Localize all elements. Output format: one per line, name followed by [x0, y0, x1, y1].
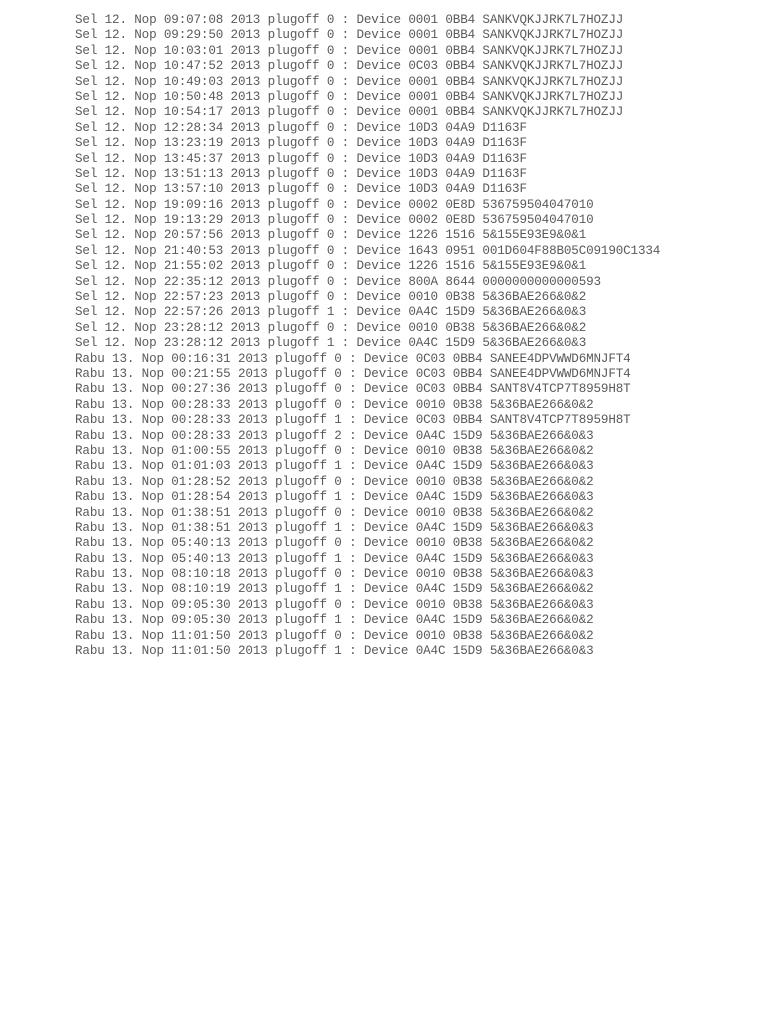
log-line: Sel 12. Nop 23:28:12 2013 plugoff 1 : Device 0A4C 15D9 5&36BAE266&0&3 — [75, 336, 587, 351]
log-line: Sel 12. Nop 21:55:02 2013 plugoff 0 : Device 1226 1516 5&155E93E9&0&1 — [75, 259, 587, 274]
log-line: Rabu 13. Nop 01:28:54 2013 plugoff 1 : Device 0A4C 15D9 5&36BAE266&0&3 — [75, 490, 594, 505]
log-line: Sel 12. Nop 13:57:10 2013 plugoff 0 : Device 10D3 04A9 D1163F — [75, 182, 527, 197]
log-line: Sel 12. Nop 09:29:50 2013 plugoff 0 : Device 0001 0BB4 SANKVQKJJRK7L7HOZJJ — [75, 28, 624, 43]
log-line: Rabu 13. Nop 11:01:50 2013 plugoff 1 : Device 0A4C 15D9 5&36BAE266&0&3 — [75, 644, 594, 659]
log-line: Rabu 13. Nop 08:10:19 2013 plugoff 1 : Device 0A4C 15D9 5&36BAE266&0&2 — [75, 582, 594, 597]
log-line: Rabu 13. Nop 00:28:33 2013 plugoff 1 : Device 0C03 0BB4 SANT8V4TCP7T8959H8T — [75, 413, 631, 428]
log-line: Sel 12. Nop 19:13:29 2013 plugoff 0 : Device 0002 0E8D 536759504047010 — [75, 213, 594, 228]
plugoff-log — [75, 13, 660, 659]
log-line: Sel 12. Nop 22:35:12 2013 plugoff 0 : Device 800A 8644 0000000000000593 — [75, 274, 601, 289]
log-line: Sel 12. Nop 13:45:37 2013 plugoff 0 : Device 10D3 04A9 D1163F — [75, 151, 527, 166]
log-line: Rabu 13. Nop 01:01:03 2013 plugoff 1 : Device 0A4C 15D9 5&36BAE266&0&3 — [75, 459, 594, 474]
log-line: Sel 12. Nop 10:54:17 2013 plugoff 0 : Device 0001 0BB4 SANKVQKJJRK7L7HOZJJ — [75, 105, 624, 120]
log-line: Rabu 13. Nop 05:40:13 2013 plugoff 0 : Device 0010 0B38 5&36BAE266&0&2 — [75, 536, 594, 551]
log-line: Sel 12. Nop 22:57:26 2013 plugoff 1 : Device 0A4C 15D9 5&36BAE266&0&3 — [75, 305, 587, 320]
log-line: Sel 12. Nop 13:23:19 2013 plugoff 0 : Device 10D3 04A9 D1163F — [75, 136, 527, 151]
log-line: Sel 12. Nop 10:47:52 2013 plugoff 0 : Device 0C03 0BB4 SANKVQKJJRK7L7HOZJJ — [75, 59, 624, 74]
log-line: Rabu 13. Nop 00:28:33 2013 plugoff 2 : Device 0A4C 15D9 5&36BAE266&0&3 — [75, 428, 594, 443]
log-line: Sel 12. Nop 20:57:56 2013 plugoff 0 : Device 1226 1516 5&155E93E9&0&1 — [75, 228, 587, 243]
log-line: Rabu 13. Nop 01:28:52 2013 plugoff 0 : Device 0010 0B38 5&36BAE266&0&2 — [75, 474, 594, 489]
log-line: Rabu 13. Nop 01:38:51 2013 plugoff 0 : Device 0010 0B38 5&36BAE266&0&2 — [75, 505, 594, 520]
log-line: Sel 12. Nop 22:57:23 2013 plugoff 0 : Device 0010 0B38 5&36BAE266&0&2 — [75, 290, 587, 305]
log-line: Sel 12. Nop 19:09:16 2013 plugoff 0 : Device 0002 0E8D 536759504047010 — [75, 197, 594, 212]
log-line: Rabu 13. Nop 00:27:36 2013 plugoff 0 : Device 0C03 0BB4 SANT8V4TCP7T8959H8T — [75, 382, 631, 397]
log-line: Rabu 13. Nop 01:38:51 2013 plugoff 1 : Device 0A4C 15D9 5&36BAE266&0&3 — [75, 520, 594, 535]
log-line: Rabu 13. Nop 01:00:55 2013 plugoff 0 : Device 0010 0B38 5&36BAE266&0&2 — [75, 443, 594, 458]
log-line: Sel 12. Nop 23:28:12 2013 plugoff 0 : Device 0010 0B38 5&36BAE266&0&2 — [75, 320, 587, 335]
log-line: Sel 12. Nop 10:49:03 2013 plugoff 0 : Device 0001 0BB4 SANKVQKJJRK7L7HOZJJ — [75, 74, 624, 89]
log-line: Sel 12. Nop 09:07:08 2013 plugoff 0 : Device 0001 0BB4 SANKVQKJJRK7L7HOZJJ — [75, 13, 624, 27]
log-line: Rabu 13. Nop 09:05:30 2013 plugoff 1 : Device 0A4C 15D9 5&36BAE266&0&2 — [75, 613, 594, 628]
log-line: Sel 12. Nop 12:28:34 2013 plugoff 0 : Device 10D3 04A9 D1163F — [75, 120, 527, 135]
log-line: Rabu 13. Nop 05:40:13 2013 plugoff 1 : Device 0A4C 15D9 5&36BAE266&0&3 — [75, 551, 594, 566]
log-line: Sel 12. Nop 21:40:53 2013 plugoff 0 : Device 1643 0951 001D604F88B05C09190C1334 — [75, 243, 661, 258]
log-line: Rabu 13. Nop 00:16:31 2013 plugoff 0 : Device 0C03 0BB4 SANEE4DPVWWD6MNJFT4 — [75, 351, 631, 366]
log-line: Rabu 13. Nop 11:01:50 2013 plugoff 0 : Device 0010 0B38 5&36BAE266&0&2 — [75, 628, 594, 643]
log-line: Sel 12. Nop 13:51:13 2013 plugoff 0 : Device 10D3 04A9 D1163F — [75, 166, 527, 181]
log-line: Rabu 13. Nop 09:05:30 2013 plugoff 0 : Device 0010 0B38 5&36BAE266&0&3 — [75, 597, 594, 612]
log-line: Rabu 13. Nop 08:10:18 2013 plugoff 0 : Device 0010 0B38 5&36BAE266&0&3 — [75, 567, 594, 582]
log-line: Rabu 13. Nop 00:28:33 2013 plugoff 0 : Device 0010 0B38 5&36BAE266&0&2 — [75, 397, 594, 412]
log-line: Rabu 13. Nop 00:21:55 2013 plugoff 0 : Device 0C03 0BB4 SANEE4DPVWWD6MNJFT4 — [75, 366, 631, 381]
log-line: Sel 12. Nop 10:03:01 2013 plugoff 0 : Device 0001 0BB4 SANKVQKJJRK7L7HOZJJ — [75, 43, 624, 58]
log-line: Sel 12. Nop 10:50:48 2013 plugoff 0 : Device 0001 0BB4 SANKVQKJJRK7L7HOZJJ — [75, 89, 624, 104]
